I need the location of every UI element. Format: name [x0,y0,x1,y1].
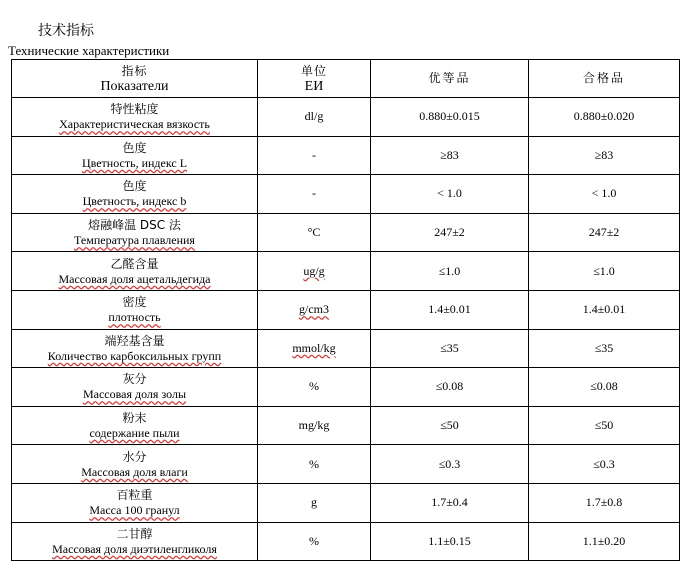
cell-premium: < 1.0 [371,175,529,214]
table-row [12,368,680,407]
cell-qualified: ≤0.3 [529,445,680,484]
cell-indicator [12,406,258,445]
cell-indicator [12,98,258,137]
cell-qualified: 1.7±0.8 [529,483,680,522]
unit-value: mg/kg [298,418,330,433]
header-grade-premium [371,60,529,98]
cell-premium: ≤0.08 [371,368,529,407]
indicator-ru: Масса 100 гранул [89,503,180,518]
table-row [12,445,680,484]
indicator-cn: 熔融峰温 DSC 法 [88,218,181,233]
table-header-row [12,60,680,98]
cell-unit [258,445,371,484]
indicator-ru: Массовая доля диэтиленгликоля [52,541,217,556]
indicator-ru: Температура плавления [74,233,195,248]
cell-premium: ≤1.0 [371,252,529,291]
indicator-cn: 密度 [122,295,147,310]
cell-unit [258,368,371,407]
cell-premium: 1.1±0.15 [371,522,529,561]
cell-qualified: ≤35 [529,329,680,368]
unit-value: - [312,186,316,201]
indicator-ru: Массовая доля ацетальдегида [58,271,211,286]
indicator-cn: 灰分 [122,372,147,387]
cell-qualified: 247±2 [529,213,680,252]
cell-unit [258,329,371,368]
unit-value: g [311,495,317,510]
header-indicator-ru: Показатели [100,78,169,94]
indicator-ru: Массовая доля золы [82,387,187,402]
cell-indicator [12,329,258,368]
unit-value: g/cm3 [299,302,329,317]
indicator-cn: 色度 [122,179,147,194]
cell-unit [258,136,371,175]
table-row [12,98,680,137]
cell-qualified: ≥83 [529,136,680,175]
indicator-ru: плотность [108,310,161,325]
indicator-cn: 百粒重 [116,488,153,503]
cell-qualified: 1.4±0.01 [529,290,680,329]
cell-qualified: 0.880±0.020 [529,98,680,137]
cell-unit [258,98,371,137]
unit-value: - [312,147,316,162]
table-row [12,213,680,252]
cell-qualified: < 1.0 [529,175,680,214]
cell-unit [258,290,371,329]
cell-premium: 1.7±0.4 [371,483,529,522]
header-grade-qualified-label: 合格品 [582,71,625,85]
indicator-ru: Количество карбоксильных групп [47,348,222,363]
header-indicator-cn: 指标 [121,63,148,78]
cell-indicator [12,368,258,407]
table-row [12,483,680,522]
cell-indicator [12,445,258,484]
unit-value: °C [307,225,321,240]
indicator-ru: Цветность, индекс b [82,194,187,209]
header-unit-ru: ЕИ [304,78,324,94]
cell-indicator [12,522,258,561]
cell-unit [258,252,371,291]
indicator-cn: 特性粘度 [110,102,159,117]
table-row [12,522,680,561]
cell-premium: ≥83 [371,136,529,175]
cell-premium: 1.4±0.01 [371,290,529,329]
cell-indicator [12,136,258,175]
unit-value: dl/g [304,109,324,124]
indicator-cn: 二甘醇 [116,526,153,541]
cell-unit [258,522,371,561]
indicator-cn: 色度 [122,140,147,155]
indicator-ru: Характеристическая вязкость [59,117,210,132]
cell-qualified: ≤1.0 [529,252,680,291]
indicator-ru: Массовая доля влаги [81,464,188,479]
indicator-cn: 水分 [122,449,147,464]
cell-premium: ≤35 [371,329,529,368]
cell-premium: ≤0.3 [371,445,529,484]
cell-premium: ≤50 [371,406,529,445]
indicator-ru: содержание пыли [89,426,180,441]
indicator-cn: 粉末 [122,411,147,426]
indicator-cn: 乙醛含量 [110,256,159,271]
table-row [12,252,680,291]
unit-value: % [309,456,319,471]
document-subtitle: Технические характеристики [8,43,170,58]
unit-value: % [309,533,319,548]
cell-qualified: ≤50 [529,406,680,445]
indicator-cn: 端羟基含量 [104,333,165,348]
document-title: 技术指标 [38,23,94,39]
cell-unit [258,406,371,445]
cell-premium: 0.880±0.015 [371,98,529,137]
header-unit [258,60,371,98]
cell-indicator [12,213,258,252]
table-row [12,175,680,214]
cell-qualified: 1.1±0.20 [529,522,680,561]
header-grade-qualified [529,60,680,98]
unit-value: % [309,379,319,394]
table-row [12,290,680,329]
header-indicator [12,60,258,98]
header-grade-premium-label: 优等品 [428,71,471,85]
cell-unit [258,175,371,214]
cell-indicator [12,252,258,291]
cell-unit [258,213,371,252]
cell-indicator [12,290,258,329]
unit-value: mmol/kg [292,340,336,355]
table-row [12,136,680,175]
table-row [12,406,680,445]
spec-table [11,59,680,561]
cell-premium: 247±2 [371,213,529,252]
cell-qualified: ≤0.08 [529,368,680,407]
cell-indicator [12,483,258,522]
cell-unit [258,483,371,522]
table-row [12,329,680,368]
unit-value: ug/g [303,263,325,278]
cell-indicator [12,175,258,214]
indicator-ru: Цветность, индекс L [81,155,188,170]
header-unit-cn: 单位 [300,63,327,78]
